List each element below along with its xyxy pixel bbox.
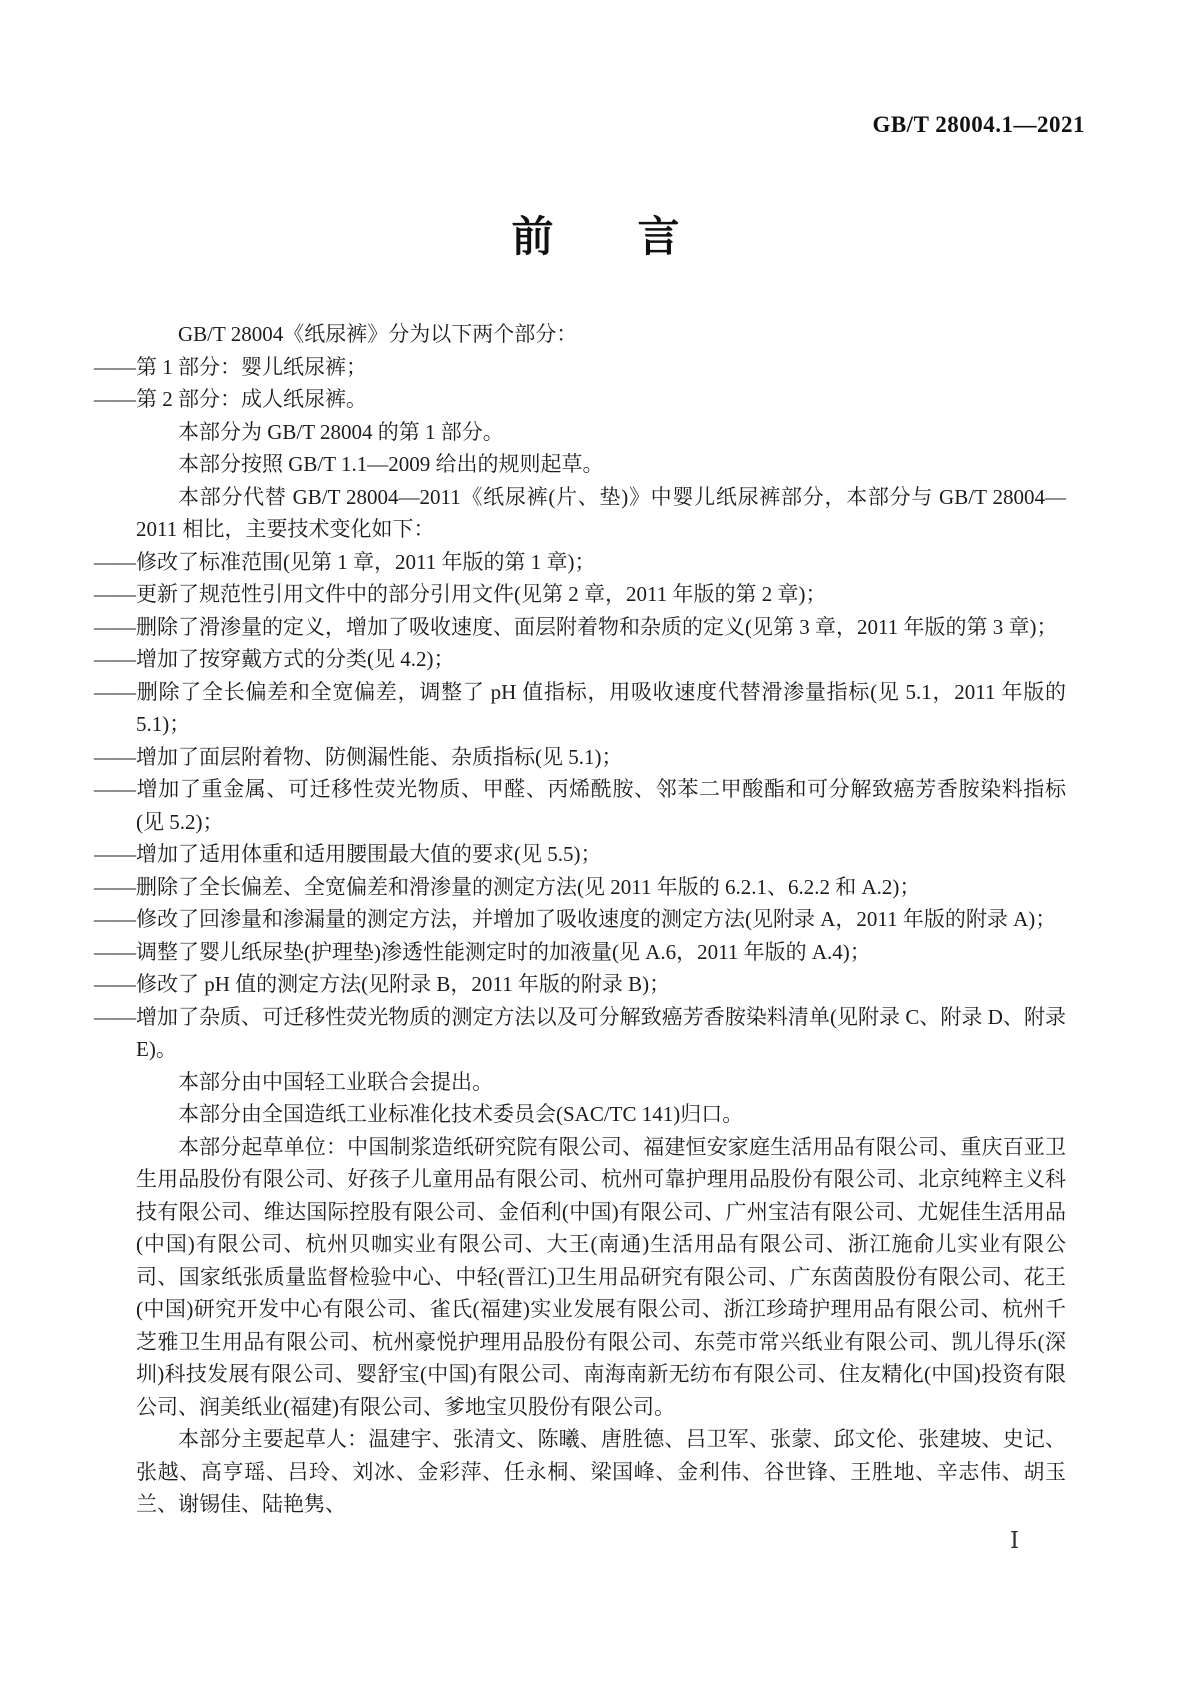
part-list-item: ——第 2 部分：成人纸尿裤。 — [94, 387, 367, 411]
change-list-item: ——删除了全长偏差和全宽偏差，调整了 pH 值指标，用吸收速度代替滑渗量指标(见 5.1，2011 年版的 5.1)； — [94, 679, 1066, 736]
change-list-item: ——修改了 pH 值的测定方法(见附录 B，2011 年版的附录 B)； — [94, 972, 671, 996]
paragraph-drafting-rule: 本部分按照 GB/T 1.1—2009 给出的规则起草。 — [178, 452, 604, 476]
paragraph-drafting-organizations: 本部分起草单位：中国制浆造纸研究院有限公司、福建恒安家庭生活用品有限公司、重庆百亚卫生用品股份有限公司、好孩子儿童用品有限公司、杭州可靠护理用品股份有限公司、北京纯粹主义科技有限公司、维达国际控股有限公司、金佰利(中国)有限公司、广州宝洁有限公司、尤妮佳生活用品(中国)有限公司、杭州贝咖实业有限公司、大王(南通)生活用品有限公司、浙江施俞儿实业有限公司、国家纸张质量监督检验中心、中轻(晋江)卫生用品研究有限公司、广东茵茵股份有限公司、花王(中国)研究开发中心有限公司、雀氏(福建)实业发展有限公司、浙江珍琦护理用品有限公司、杭州千芝雅卫生用品有限公司、杭州豪悦护理用品股份有限公司、东莞市常兴纸业有限公司、凯儿得乐(深圳)科技发展有限公司、婴舒宝(中国)有限公司、南海南新无纺布有限公司、住友精化(中国)投资有限公司、润美纸业(福建)有限公司、爹地宝贝股份有限公司。 — [136, 1134, 1066, 1419]
change-list-item: ——增加了重金属、可迁移性荧光物质、甲醛、丙烯酰胺、邻苯二甲酸酯和可分解致癌芳香胺染料指标(见 5.2)； — [94, 777, 1066, 834]
change-list-item: ——删除了滑渗量的定义，增加了吸收速度、面层附着物和杂质的定义(见第 3 章，2011 年版的第 3 章)； — [94, 614, 1058, 639]
change-list-item: ——增加了杂质、可迁移性荧光物质的测定方法以及可分解致癌芳香胺染料清单(见附录 C、附录 D、附录 E)。 — [94, 1004, 1066, 1061]
part-list-item: ——第 1 部分：婴儿纸尿裤； — [94, 354, 367, 379]
change-list-item: ——删除了全长偏差、全宽偏差和滑渗量的测定方法(见 2011 年版的 6.2.1、6.2.2 和 A.2)； — [94, 874, 921, 899]
paragraph-intro: GB/T 28004《纸尿裤》分为以下两个部分： — [178, 322, 578, 346]
change-list-item: ——增加了适用体重和适用腰围最大值的要求(见 5.5)； — [94, 842, 602, 866]
change-list-item: ——更新了规范性引用文件中的部分引用文件(见第 2 章，2011 年版的第 2 章)； — [94, 582, 827, 606]
paragraph-centralized-by: 本部分由全国造纸工业标准化技术委员会(SAC/TC 141)归口。 — [178, 1102, 744, 1126]
paragraph-main-drafters: 本部分主要起草人：温建宇、张清文、陈曦、唐胜德、吕卫军、张蒙、邱文伦、张建坡、史记、张越、高亨瑶、吕玲、刘冰、金彩萍、任永桐、梁国峰、金利伟、谷世锋、王胜地、辛志伟、胡玉兰、谢锡佳、陆艳隽、 — [136, 1427, 1066, 1516]
page-title: 前 言 — [511, 213, 680, 260]
change-list-item: ——增加了面层附着物、防侧漏性能、杂质指标(见 5.1)； — [94, 744, 623, 769]
foreword-body — [94, 318, 1066, 1521]
change-list-item: ——修改了回渗量和渗漏量的测定方法，并增加了吸收速度的测定方法(见附录 A，2011 年版的附录 A)； — [94, 907, 1057, 931]
paragraph-replacement: 本部分代替 GB/T 28004—2011《纸尿裤(片、垫)》中婴儿纸尿裤部分，本部分与 GB/T 28004—2011 相比，主要技术变化如下： — [136, 484, 1066, 541]
standard-code: GB/T 28004.1—2021 — [872, 112, 1085, 137]
change-list-item: ——修改了标准范围(见第 1 章，2011 年版的第 1 章)； — [94, 549, 596, 574]
paragraph-proposed-by: 本部分由中国轻工业联合会提出。 — [178, 1069, 493, 1094]
change-list-item: ——调整了婴儿纸尿垫(护理垫)渗透性能测定时的加液量(见 A.6，2011 年版的 A.4)； — [94, 939, 871, 964]
paragraph-this-part: 本部分为 GB/T 28004 的第 1 部分。 — [178, 419, 504, 444]
page-number: Ⅰ — [1010, 1528, 1020, 1553]
change-list-item: ——增加了按穿戴方式的分类(见 4.2)； — [94, 647, 455, 671]
